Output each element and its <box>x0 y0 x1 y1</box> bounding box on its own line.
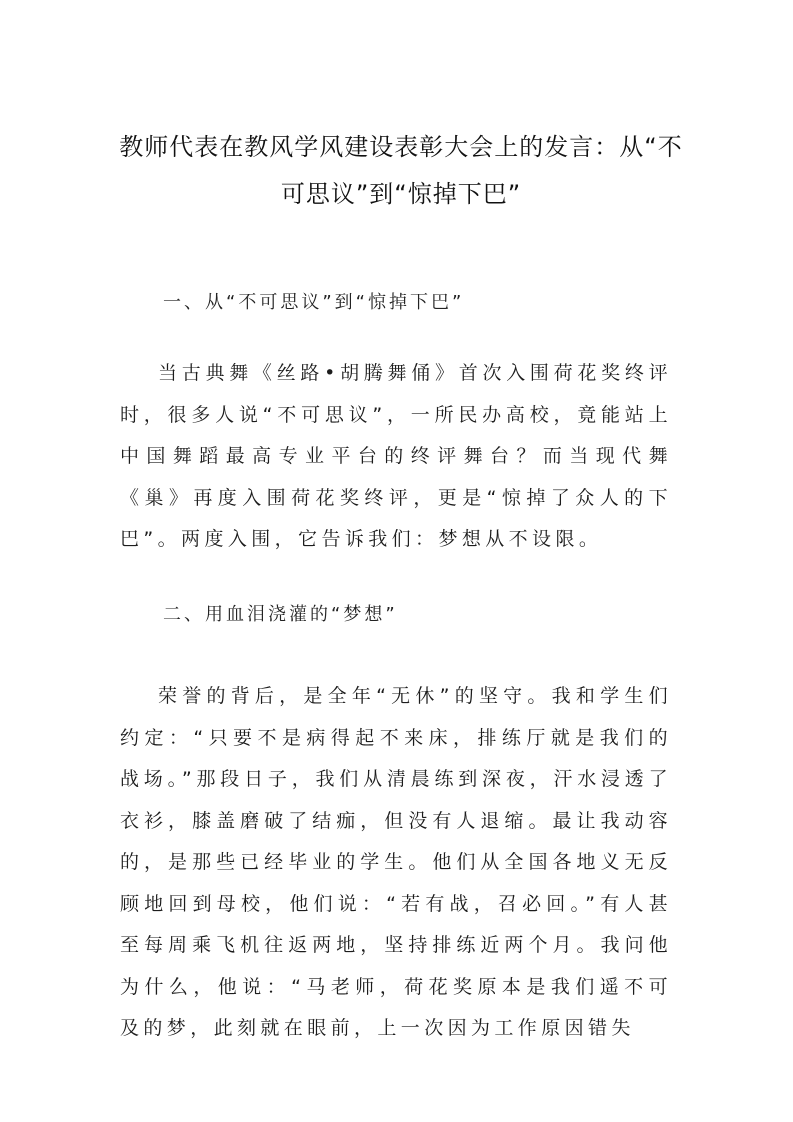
section-paragraph-2: 荣誉的背后，是全年“无休”的坚守。我和学生们约定：“只要不是病得起不来床，排练厅就是我们的战场。”那段日子，我们从清晨练到深夜，汗水浸透了衣衫，膝盖磨破了结痂，但没有人退缩。最让我动容的，是那些已经毕业的学生。他们从全国各地义无反顾地回到母校，他们说：“若有战，召必回。”有人甚至每周乘飞机往返两地，坚持排练近两个月。我问他为什么，他说：“马老师，荷花奖原本是我们遥不可及的梦，此刻就在眼前，上一次因为工作原因错失 <box>120 685 672 1039</box>
document-title: 教师代表在教风学风建设表彰大会上的发言：从“不可思议”到“惊掉下巴” <box>119 133 683 208</box>
section-heading-1: 一、从“不可思议”到“惊掉下巴” <box>163 292 465 313</box>
section-heading-2: 二、用血泪浇灌的“梦想” <box>163 604 398 625</box>
section-paragraph-1: 当古典舞《丝路•胡腾舞俑》首次入围荷花奖终评时，很多人说“不可思议”，一所民办高校，竟能站上中国舞蹈最高专业平台的终评舞台？而当现代舞《巢》再度入围荷花奖终评，更是“惊掉了众人的下巴”。两度入围，它告诉我们：梦想从不设限。 <box>120 362 672 550</box>
